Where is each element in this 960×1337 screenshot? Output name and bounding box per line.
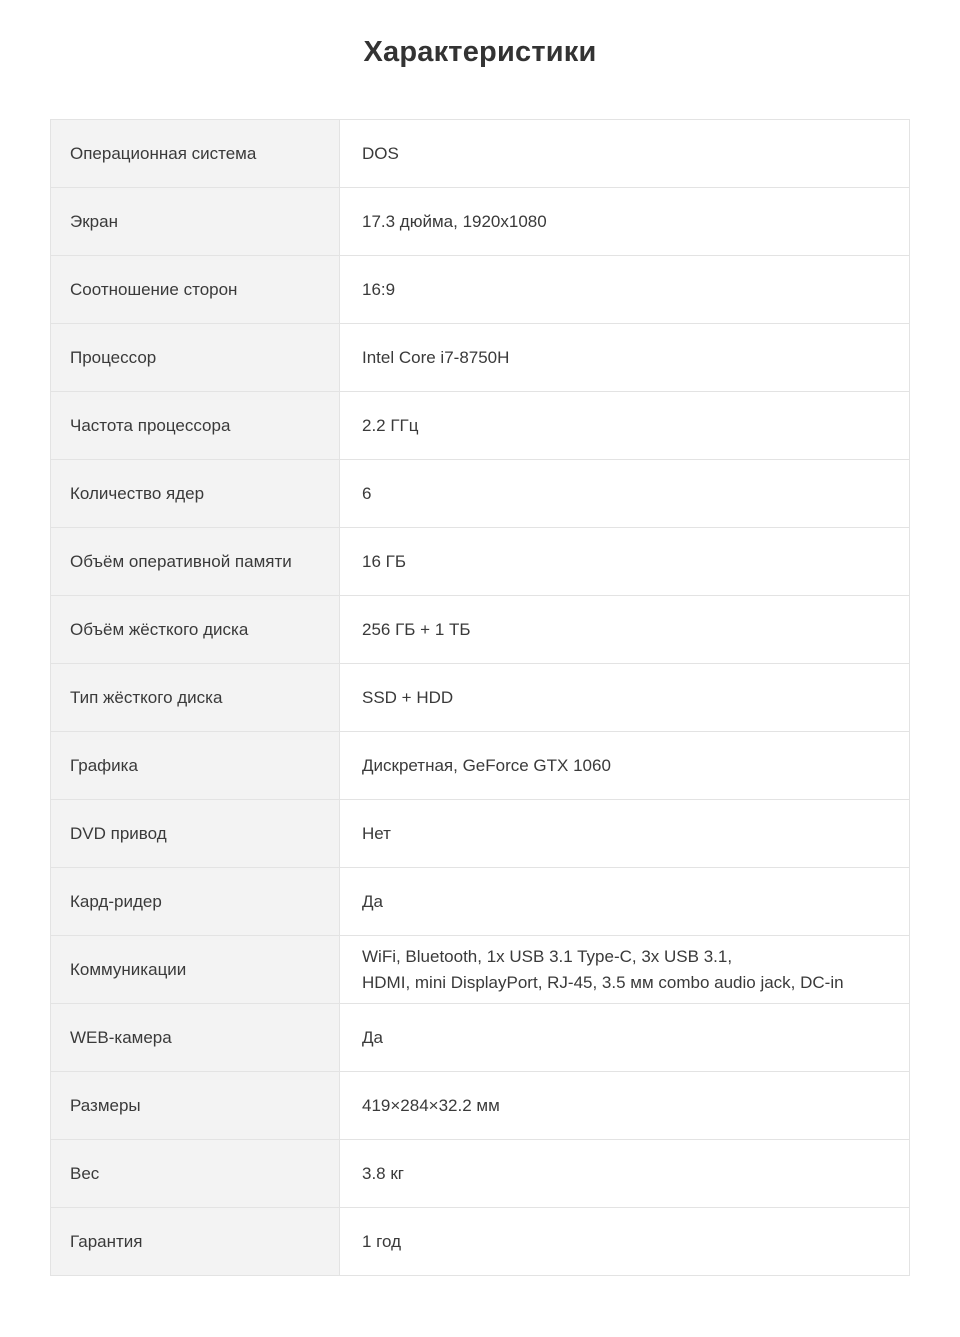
table-row [51, 1072, 910, 1140]
spec-label: WEB-камера [51, 1004, 340, 1072]
table-row [51, 1208, 910, 1276]
spec-value: 256 ГБ + 1 ТБ [340, 596, 910, 664]
spec-value: SSD + HDD [340, 664, 910, 732]
spec-value: 419×284×32.2 мм [340, 1072, 910, 1140]
spec-label: Объём жёсткого диска [51, 596, 340, 664]
spec-value: Да [340, 1004, 910, 1072]
spec-value: 17.3 дюйма, 1920x1080 [340, 188, 910, 256]
spec-value: WiFi, Bluetooth, 1x USB 3.1 Type-C, 3x USB 3.1, HDMI, mini DisplayPort, RJ-45, 3.5 мм combo audio jack, DC-in [340, 936, 910, 1004]
table-row [51, 596, 910, 664]
table-row [51, 1140, 910, 1208]
table-row [51, 528, 910, 596]
spec-value: Да [340, 868, 910, 936]
spec-value: 1 год [340, 1208, 910, 1276]
spec-label: Тип жёсткого диска [51, 664, 340, 732]
spec-value: 6 [340, 460, 910, 528]
table-row [51, 1004, 910, 1072]
spec-label: Объём оперативной памяти [51, 528, 340, 596]
spec-label: Вес [51, 1140, 340, 1208]
page-title: Характеристики [363, 36, 597, 68]
table-row [51, 868, 910, 936]
table-row [51, 120, 910, 188]
spec-label: Операционная система [51, 120, 340, 188]
spec-label: Количество ядер [51, 460, 340, 528]
table-row [51, 936, 910, 1004]
spec-label: Графика [51, 732, 340, 800]
spec-label: Экран [51, 188, 340, 256]
spec-value: 16:9 [340, 256, 910, 324]
spec-value: Нет [340, 800, 910, 868]
table-row [51, 256, 910, 324]
spec-label: Коммуникации [51, 936, 340, 1004]
spec-label: Размеры [51, 1072, 340, 1140]
spec-value: 2.2 ГГц [340, 392, 910, 460]
spec-value: 3.8 кг [340, 1140, 910, 1208]
spec-label: Соотношение сторон [51, 256, 340, 324]
spec-label: Гарантия [51, 1208, 340, 1276]
spec-value: DOS [340, 120, 910, 188]
spec-label: Процессор [51, 324, 340, 392]
spec-value: Дискретная, GeForce GTX 1060 [340, 732, 910, 800]
table-row [51, 188, 910, 256]
table-row [51, 392, 910, 460]
specs-table [50, 119, 910, 1276]
table-row [51, 460, 910, 528]
table-row [51, 800, 910, 868]
spec-label: DVD привод [51, 800, 340, 868]
table-row [51, 664, 910, 732]
table-row [51, 324, 910, 392]
spec-label: Частота процессора [51, 392, 340, 460]
spec-label: Кард-ридер [51, 868, 340, 936]
spec-value: Intel Core i7-8750H [340, 324, 910, 392]
spec-value: 16 ГБ [340, 528, 910, 596]
table-row [51, 732, 910, 800]
